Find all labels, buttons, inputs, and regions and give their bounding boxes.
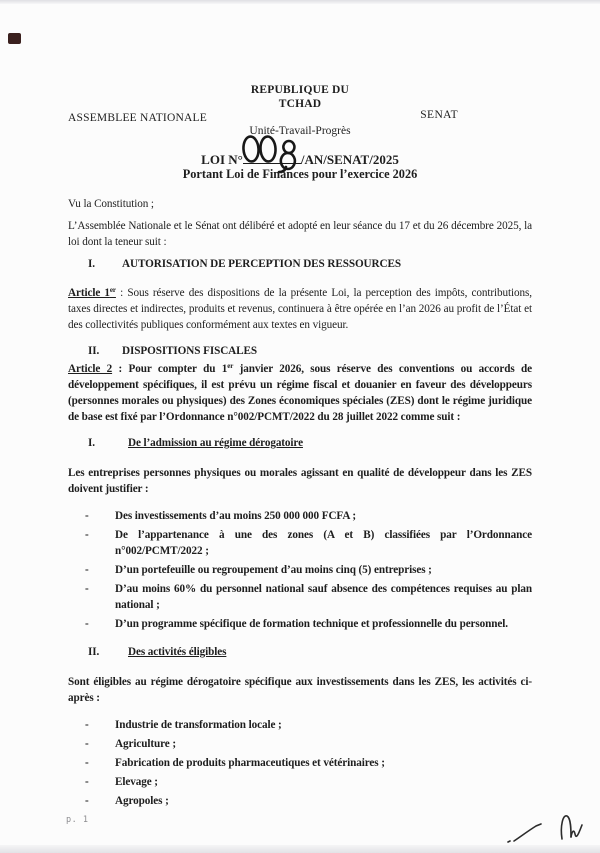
republic-line-1: REPUBLIQUE DU xyxy=(250,84,350,96)
subsection-2-intro: Sont éligibles au régime dérogatoire spécifique aux investissements dans les ZES, les activités ci-après : xyxy=(68,676,532,704)
list-item xyxy=(68,581,532,613)
section-2-title: DISPOSITIONS FISCALES xyxy=(122,345,257,357)
list-item-text: D’au moins 60% du personnel national sauf absence des compétences requises au plan national ; xyxy=(115,583,532,611)
list-item-text: Fabrication de produits pharmaceutiques et vétérinaires ; xyxy=(115,757,385,769)
list-item xyxy=(68,717,532,733)
law-number-prefix: LOI N° xyxy=(201,152,243,167)
bullet-dash: - xyxy=(85,583,89,595)
section-1-numeral: I. xyxy=(88,258,95,270)
bullet-dash: - xyxy=(85,795,89,807)
article-2-label: Article 2 xyxy=(68,363,113,375)
list-item-text: Elevage ; xyxy=(115,776,158,788)
subsection-1-intro: Les entreprises personnes physiques ou morales agissant en qualité de développeur dans les ZES doivent justifier : xyxy=(68,467,532,495)
subsection-2-numeral: II. xyxy=(88,646,100,658)
list-item xyxy=(68,562,532,578)
list-item-text: Agropoles ; xyxy=(115,795,169,807)
bullet-dash: - xyxy=(85,738,89,750)
list-item xyxy=(68,793,532,809)
subsection-1-heading xyxy=(88,435,532,451)
law-number-line xyxy=(0,150,600,168)
assembly-label: ASSEMBLEE NATIONALE xyxy=(68,112,207,124)
subsection-1-numeral: I. xyxy=(88,437,95,449)
list-item-text: Des investissements d’au moins 250 000 000 FCFA ; xyxy=(115,510,357,522)
republic-line-2: TCHAD xyxy=(278,98,322,110)
page-number: p. 1 xyxy=(66,815,89,825)
subsection-2-title: Des activités éligibles xyxy=(128,646,227,658)
activities-list xyxy=(68,717,532,809)
national-motto: Unité-Travail-Progrès xyxy=(249,125,351,137)
bullet-dash: - xyxy=(85,776,89,788)
criteria-list xyxy=(68,508,532,632)
section-2-heading xyxy=(88,343,532,359)
law-subject-title: Portant Loi de Finances pour l’exercice 2026 xyxy=(182,167,418,181)
scan-artifact-mark xyxy=(8,33,21,44)
senate-label: SENAT xyxy=(420,109,458,121)
list-item xyxy=(68,527,532,559)
adoption-paragraph: L’Assemblée Nationale et le Sénat ont délibéré et adopté en leur séance du 17 et du 26 décembre 2025, la loi dont la teneur suit : xyxy=(68,220,532,248)
law-number-suffix: /AN/SENAT/2025 xyxy=(300,152,399,167)
article-1-label-text: Article 1 xyxy=(68,287,110,299)
article-1-body: : Sous réserve des dispositions de la présente Loi, la perception des impôts, contributions, taxes directes et indirectes, produits et revenus, continuera à être opérée en l’an 2026 au profit de l’État et des collectivités publiques conformément aux textes en vigueur. xyxy=(68,287,532,331)
list-item-text: Industrie de transformation locale ; xyxy=(115,719,282,731)
section-1-title: AUTORISATION DE PERCEPTION DES RESSOURCES xyxy=(122,258,401,270)
article-2-body-pre: : Pour compter du 1 xyxy=(112,363,228,375)
section-1-heading xyxy=(88,256,532,272)
handwritten-initials-icon xyxy=(500,806,592,850)
law-number-handwritten xyxy=(243,150,301,164)
article-2-body-post: janvier 2026, sous réserve des conventions ou accords de développement spécifiques, il est prévu un régime fiscal et douanier en faveur des développeurs (personnes morales ou physiques) des Zones économiques spéciales (ZES) dont le régime juridique de base est fixé par l’Ordonnance n°002/PCMT/2022 du 28 juillet 2022 comme suit : xyxy=(68,363,532,423)
visa-line: Vu la Constitution ; xyxy=(68,198,154,210)
article-2-sup: er xyxy=(227,362,234,370)
subsection-1-title: De l’admission au régime dérogatoire xyxy=(128,437,303,449)
bullet-dash: - xyxy=(85,757,89,769)
bullet-dash: - xyxy=(85,510,89,522)
document-body xyxy=(68,196,532,821)
bullet-dash: - xyxy=(85,529,89,541)
handwritten-008-icon xyxy=(240,128,304,172)
article-1-label-sup: er xyxy=(109,286,116,294)
list-item-text: D’un portefeuille ou regroupement d’au moins cinq (5) entreprises ; xyxy=(115,564,432,576)
list-item-text: De l’appartenance à une des zones (A et B) classifiées par l’Ordonnance n°002/PCMT/2022 ; xyxy=(115,529,532,557)
article-1-label xyxy=(68,287,116,299)
article-2-paragraph xyxy=(68,361,532,425)
section-2-numeral: II. xyxy=(88,345,100,357)
list-item xyxy=(68,616,532,632)
list-item-text: D’un programme spécifique de formation technique et professionnelle du personnel. xyxy=(115,618,508,630)
bullet-dash: - xyxy=(85,564,89,576)
subsection-2-heading xyxy=(88,644,532,660)
article-1-paragraph xyxy=(68,285,532,333)
list-item-text: Agriculture ; xyxy=(115,738,176,750)
bullet-dash: - xyxy=(85,719,89,731)
list-item xyxy=(68,774,532,790)
list-item xyxy=(68,755,532,771)
list-item xyxy=(68,508,532,524)
list-item xyxy=(68,736,532,752)
bullet-dash: - xyxy=(85,618,89,630)
